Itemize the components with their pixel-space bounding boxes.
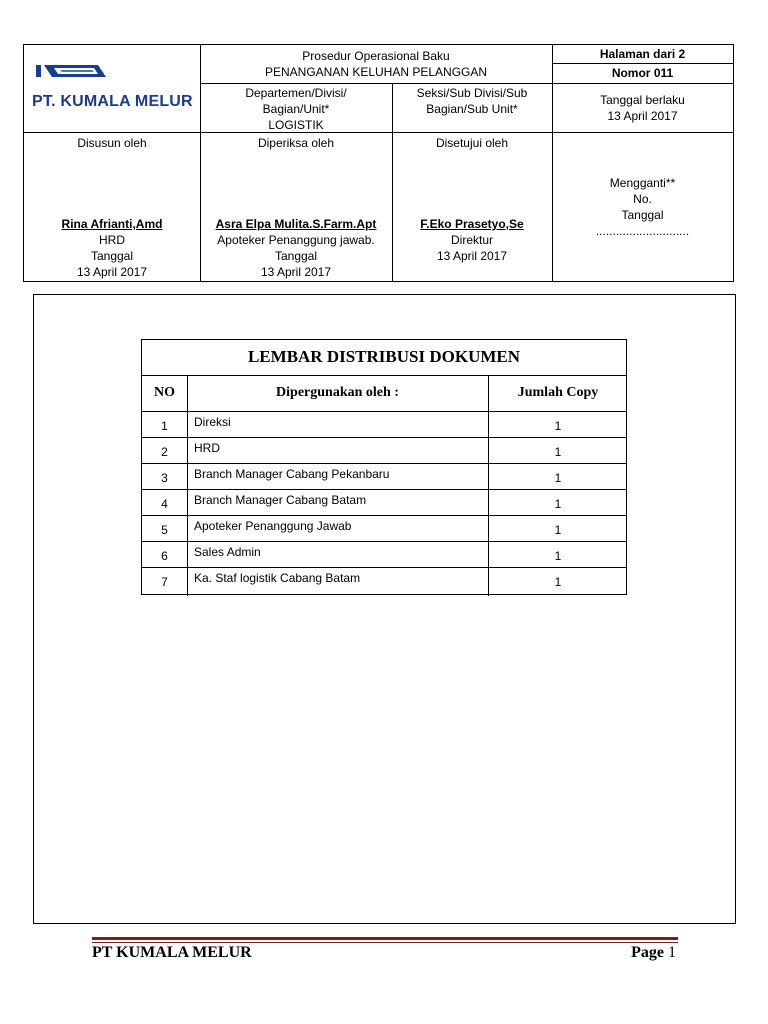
distribution-header-row (142, 376, 626, 412)
row-number: 4 (161, 497, 168, 511)
row-user: Branch Manager Cabang Pekanbaru (194, 467, 390, 481)
row-number: 6 (161, 549, 168, 563)
company-name: PT. KUMALA MELUR (32, 93, 193, 110)
row-user: Ka. Staf logistik Cabang Batam (194, 571, 361, 585)
distribution-table (141, 339, 627, 595)
document-number: Nomor 011 (611, 66, 674, 80)
approved-date: 13 April 2017 (436, 249, 508, 263)
row-copy-count: 1 (554, 471, 562, 485)
table-row (142, 516, 626, 542)
replaces-date-blank: ............................ (595, 224, 690, 238)
row-copy-count: 1 (554, 497, 562, 511)
approved-by-label: Disetujui oleh (435, 136, 509, 150)
footer-rule (92, 937, 678, 943)
checked-by-role: Apoteker Penanggung jawab. (217, 233, 375, 247)
procedure-title (200, 48, 552, 80)
approved-by-role: Direktur (450, 233, 493, 247)
row-copy-count: 1 (554, 549, 562, 563)
table-row (142, 490, 626, 516)
row-user: HRD (194, 441, 220, 455)
row-number: 2 (161, 445, 168, 459)
prepared-date: 13 April 2017 (76, 265, 148, 279)
checked-by-block (200, 216, 392, 280)
checked-date-label: Tanggal (274, 249, 318, 263)
section-cell (392, 85, 552, 117)
section-label-2: Bagian/Sub Unit* (426, 102, 518, 116)
approved-by-name: F.Eko Prasetyo,Se (420, 217, 524, 231)
checked-date: 13 April 2017 (260, 265, 332, 279)
table-row (142, 438, 626, 464)
department-label-2: Bagian/Unit* (262, 102, 330, 116)
row-copy-count: 1 (554, 575, 562, 589)
column-header-copy: Jumlah Copy (517, 385, 599, 400)
department-value: LOGISTIK (268, 118, 324, 132)
row-user: Sales Admin (194, 545, 261, 559)
row-number: 3 (161, 471, 168, 485)
checked-by-name: Asra Elpa Mulita.S.Farm.Apt (215, 217, 377, 231)
prepared-by-role: HRD (99, 233, 125, 247)
row-number: 1 (161, 419, 168, 433)
footer-page-number: 1 (668, 944, 676, 961)
effective-date-cell (552, 92, 733, 124)
replaces-block (552, 175, 733, 239)
effective-date: 13 April 2017 (607, 109, 678, 123)
department-label-1: Departemen/Divisi/ (245, 86, 347, 100)
row-user: Direksi (194, 415, 231, 429)
section-label-1: Seksi/Sub Divisi/Sub (416, 86, 528, 100)
table-row (142, 542, 626, 568)
procedure-title-line1: Prosedur Operasional Baku (302, 49, 450, 63)
checked-by-label: Diperiksa oleh (257, 136, 335, 150)
row-user: Apoteker Penanggung Jawab (194, 519, 352, 533)
prepared-by-name: Rina Afrianti,Amd (61, 217, 163, 231)
table-row (142, 568, 626, 594)
row-user: Branch Manager Cabang Batam (194, 493, 367, 507)
department-cell (200, 85, 392, 133)
row-copy-count: 1 (554, 419, 562, 433)
row-number: 7 (161, 575, 168, 589)
row-copy-count: 1 (554, 523, 562, 537)
distribution-title: LEMBAR DISTRIBUSI DOKUMEN (142, 340, 626, 376)
prepared-by-block (24, 216, 200, 280)
logo-mark-icon (36, 63, 106, 81)
document-header (23, 44, 734, 282)
replaces-label: Mengganti** (609, 176, 676, 190)
company-logo (24, 45, 200, 132)
row-number: 5 (161, 523, 168, 537)
footer-page-label: Page (631, 944, 664, 961)
procedure-title-line2: PENANGANAN KELUHAN PELANGGAN (264, 65, 488, 79)
replaces-number-label: No. (633, 192, 652, 206)
replaces-date-label: Tanggal (621, 208, 664, 222)
table-row (142, 464, 626, 490)
column-header-user: Dipergunakan oleh : (276, 385, 399, 400)
footer-page (631, 944, 676, 962)
prepared-date-label: Tanggal (90, 249, 134, 263)
row-copy-count: 1 (554, 445, 562, 459)
page-info: Halaman dari 2 (599, 47, 686, 61)
footer-company: PT KUMALA MELUR (92, 944, 252, 961)
prepared-by-label: Disusun oleh (77, 136, 147, 150)
table-row (142, 412, 626, 438)
approved-by-block (392, 216, 552, 264)
effective-date-label: Tanggal berlaku (600, 93, 685, 107)
column-header-no: NO (154, 385, 175, 400)
